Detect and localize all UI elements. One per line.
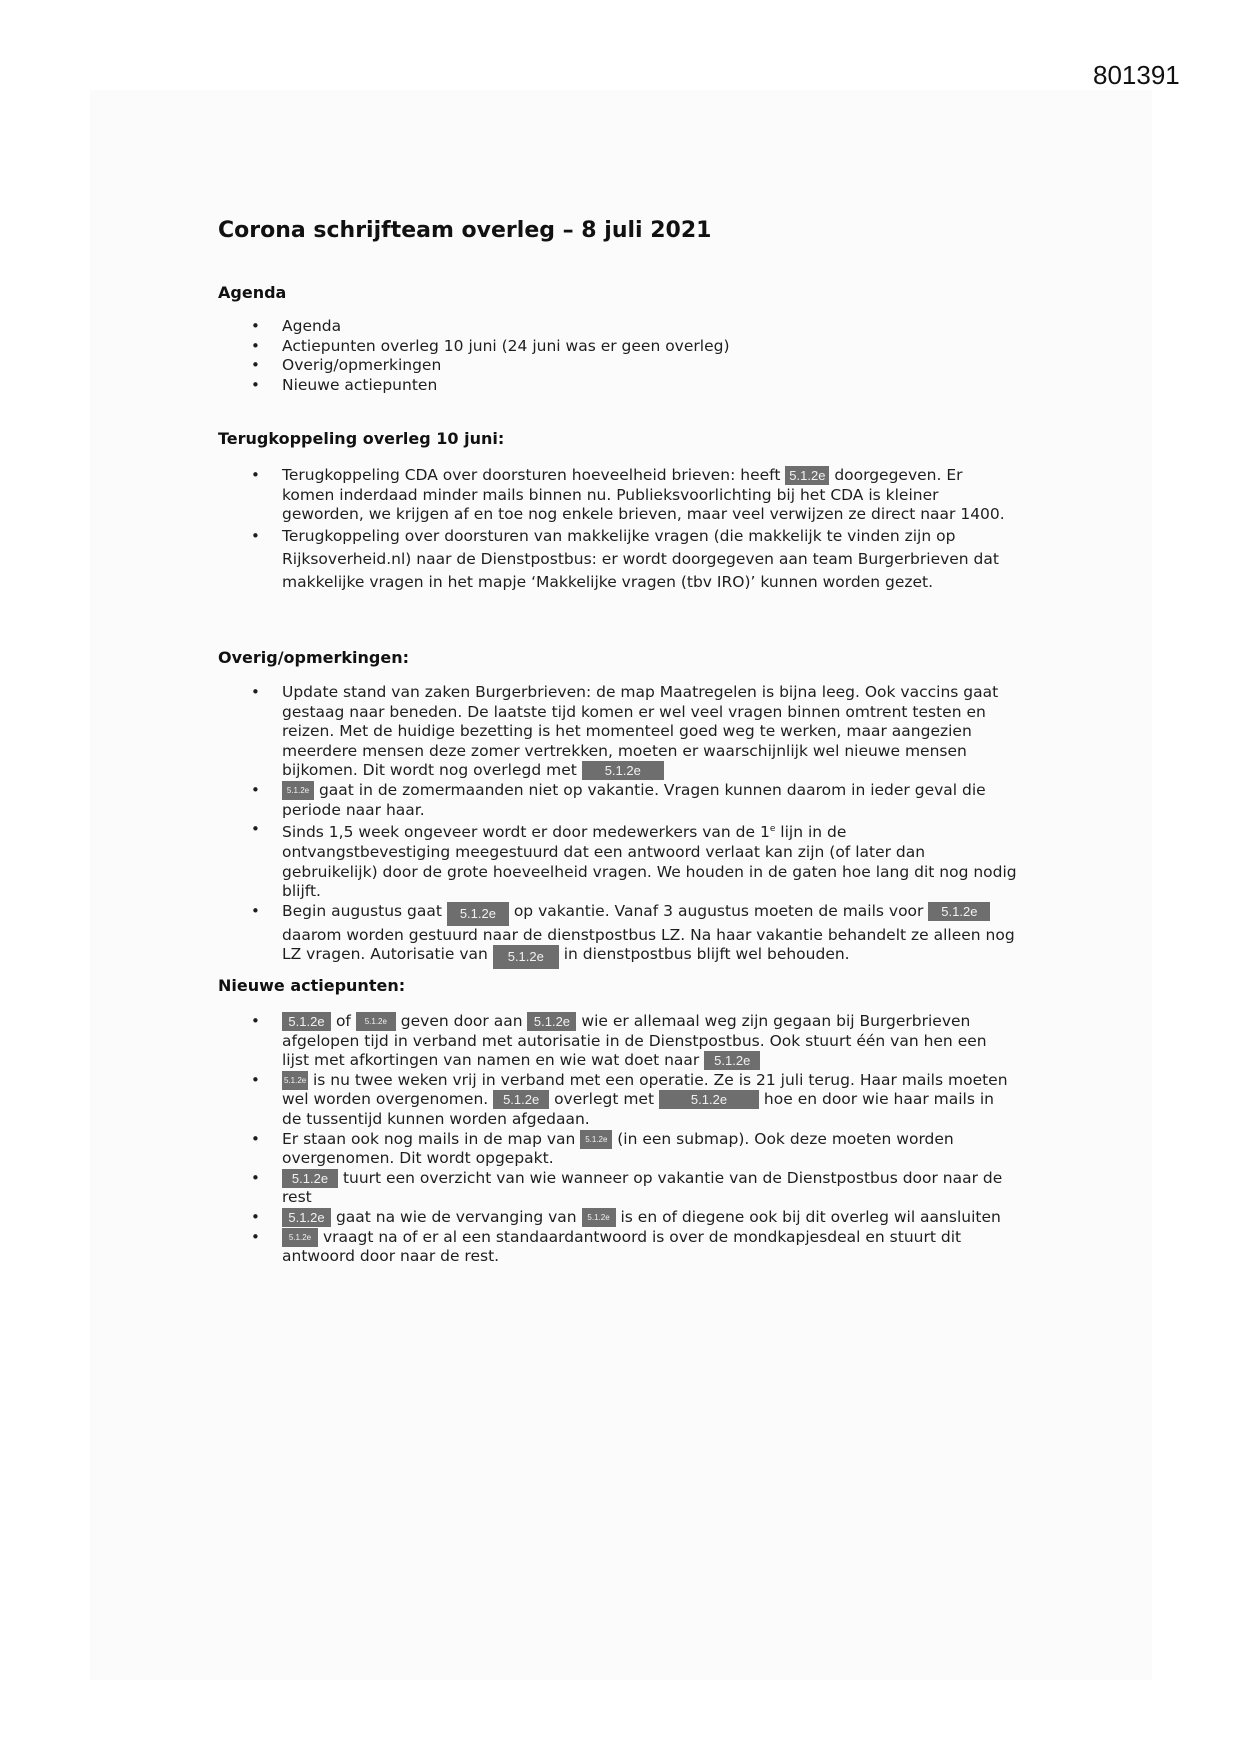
- redaction-box: 5.1.2e: [493, 945, 559, 969]
- list-item: • 5.1.2e vraagt na of er al een standaardantwoord is over de mondkapjesdeal en stuurt dit antwoord door naar de rest.: [218, 1228, 1018, 1267]
- redaction-box: 5.1.2e: [580, 1130, 612, 1149]
- redaction-box: 5.1.2e: [582, 761, 664, 780]
- list-item: • 5.1.2e tuurt een overzicht van wie wanneer op vakantie van de Dienstpostbus door naar de rest: [218, 1169, 1018, 1208]
- nieuwe-list: [218, 1012, 1018, 1267]
- redaction-box: 5.1.2e: [447, 902, 509, 926]
- overig-heading: Overig/opmerkingen:: [218, 648, 410, 667]
- page-title: Corona schrijfteam overleg – 8 juli 2021: [218, 218, 712, 243]
- redaction-box: 5.1.2e: [282, 1012, 331, 1031]
- list-item: • Terugkoppeling CDA over doorsturen hoeveelheid brieven: heeft 5.1.2e doorgegeven. Er komen inderdaad minder mails binnen nu. Publieksvoorlichting bij het CDA is kleiner geworden, we krijgen af en toe nog enkele brieven, maar veel verwijzen ze direct naar 1400.: [218, 466, 1018, 525]
- nieuwe-heading: Nieuwe actiepunten:: [218, 976, 406, 995]
- list-item: • Overig/opmerkingen: [218, 356, 1018, 376]
- overig-list: [218, 683, 1018, 969]
- terugkoppeling-heading: Terugkoppeling overleg 10 juni:: [218, 429, 505, 448]
- agenda-heading: Agenda: [218, 283, 287, 302]
- terugkoppeling-list: [218, 466, 1018, 594]
- redaction-box: 5.1.2e: [704, 1051, 760, 1070]
- list-item: • Actiepunten overleg 10 juni (24 juni was er geen overleg): [218, 337, 1018, 357]
- redaction-box: 5.1.2e: [493, 1090, 549, 1109]
- redaction-box: 5.1.2e: [527, 1012, 576, 1031]
- redaction-box: 5.1.2e: [928, 902, 990, 921]
- list-item: • Nieuwe actiepunten: [218, 376, 1018, 396]
- document-number: 801391: [1093, 60, 1180, 90]
- list-item: • Er staan ook nog mails in de map van 5.1.2e (in een submap). Ook deze moeten worden overgenomen. Dit wordt opgepakt.: [218, 1130, 1018, 1169]
- redaction-box: 5.1.2e: [356, 1012, 396, 1031]
- redaction-box: 5.1.2e: [282, 1228, 318, 1247]
- redaction-box: 5.1.2e: [582, 1208, 616, 1227]
- redaction-box: 5.1.2e: [659, 1090, 759, 1109]
- list-item: • Sinds 1,5 week ongeveer wordt er door medewerkers van de 1e lijn in de ontvangstbevestiging meegestuurd dat een antwoord verlaat kan zijn (of later dan gebruikelijk) door de grote hoeveelheid vragen. We houden in de gaten hoe lang dit nog nodig blijft.: [218, 820, 1018, 902]
- list-item: • Terugkoppeling over doorsturen van makkelijke vragen (die makkelijk te vinden zijn op Rijksoverheid.nl) naar de Dienstpostbus: er wordt doorgegeven aan team Burgerbrieven dat makkelijke vragen in het mapje ‘Makkelijke vragen (tbv IRO)’ kunnen worden gezet.: [218, 525, 1018, 594]
- list-item: • 5.1.2e is nu twee weken vrij in verband met een operatie. Ze is 21 juli terug. Haar mails moeten wel worden overgenomen. 5.1.2e overlegt met 5.1.2e hoe en door wie haar mails in de tussentijd kunnen worden afgedaan.: [218, 1071, 1018, 1130]
- list-item: • 5.1.2e of 5.1.2e geven door aan 5.1.2e wie er allemaal weg zijn gegaan bij Burgerbrieven afgelopen tijd in verband met autorisatie in de Dienstpostbus. Ook stuurt één van hen een lijst met afkortingen van namen en wie wat doet naar 5.1.2e: [218, 1012, 1018, 1071]
- agenda-list: [218, 317, 1018, 395]
- redaction-box: 5.1.2e: [282, 1208, 331, 1227]
- list-item: • 5.1.2e gaat in de zomermaanden niet op vakantie. Vragen kunnen daarom in ieder geval die periode naar haar.: [218, 781, 1018, 820]
- redaction-box: 5.1.2e: [785, 466, 829, 485]
- list-item: • Update stand van zaken Burgerbrieven: de map Maatregelen is bijna leeg. Ook vaccins gaat gestaag naar beneden. De laatste tijd komen er wel veel vragen binnen omtrent testen en reizen. Met de huidige bezetting is het momenteel goed weg te werken, maar aangezien meerdere mensen deze zomer vertrekken, moeten er waarschijnlijk wel nieuwe mensen bijkomen. Dit wordt nog overlegd met 5.1.2e: [218, 683, 1018, 781]
- list-item: • Agenda: [218, 317, 1018, 337]
- redaction-box: 5.1.2e: [282, 1071, 308, 1090]
- list-item: • Begin augustus gaat 5.1.2e op vakantie. Vanaf 3 augustus moeten de mails voor 5.1.2e daarom worden gestuurd naar de dienstpostbus LZ. Na haar vakantie behandelt ze alleen nog LZ vragen. Autorisatie van 5.1.2e in dienstpostbus blijft wel behouden.: [218, 902, 1018, 970]
- redaction-box: 5.1.2e: [282, 1169, 338, 1188]
- redaction-box: 5.1.2e: [282, 781, 314, 800]
- list-item: • 5.1.2e gaat na wie de vervanging van 5.1.2e is en of diegene ook bij dit overleg wil aansluiten: [218, 1208, 1018, 1228]
